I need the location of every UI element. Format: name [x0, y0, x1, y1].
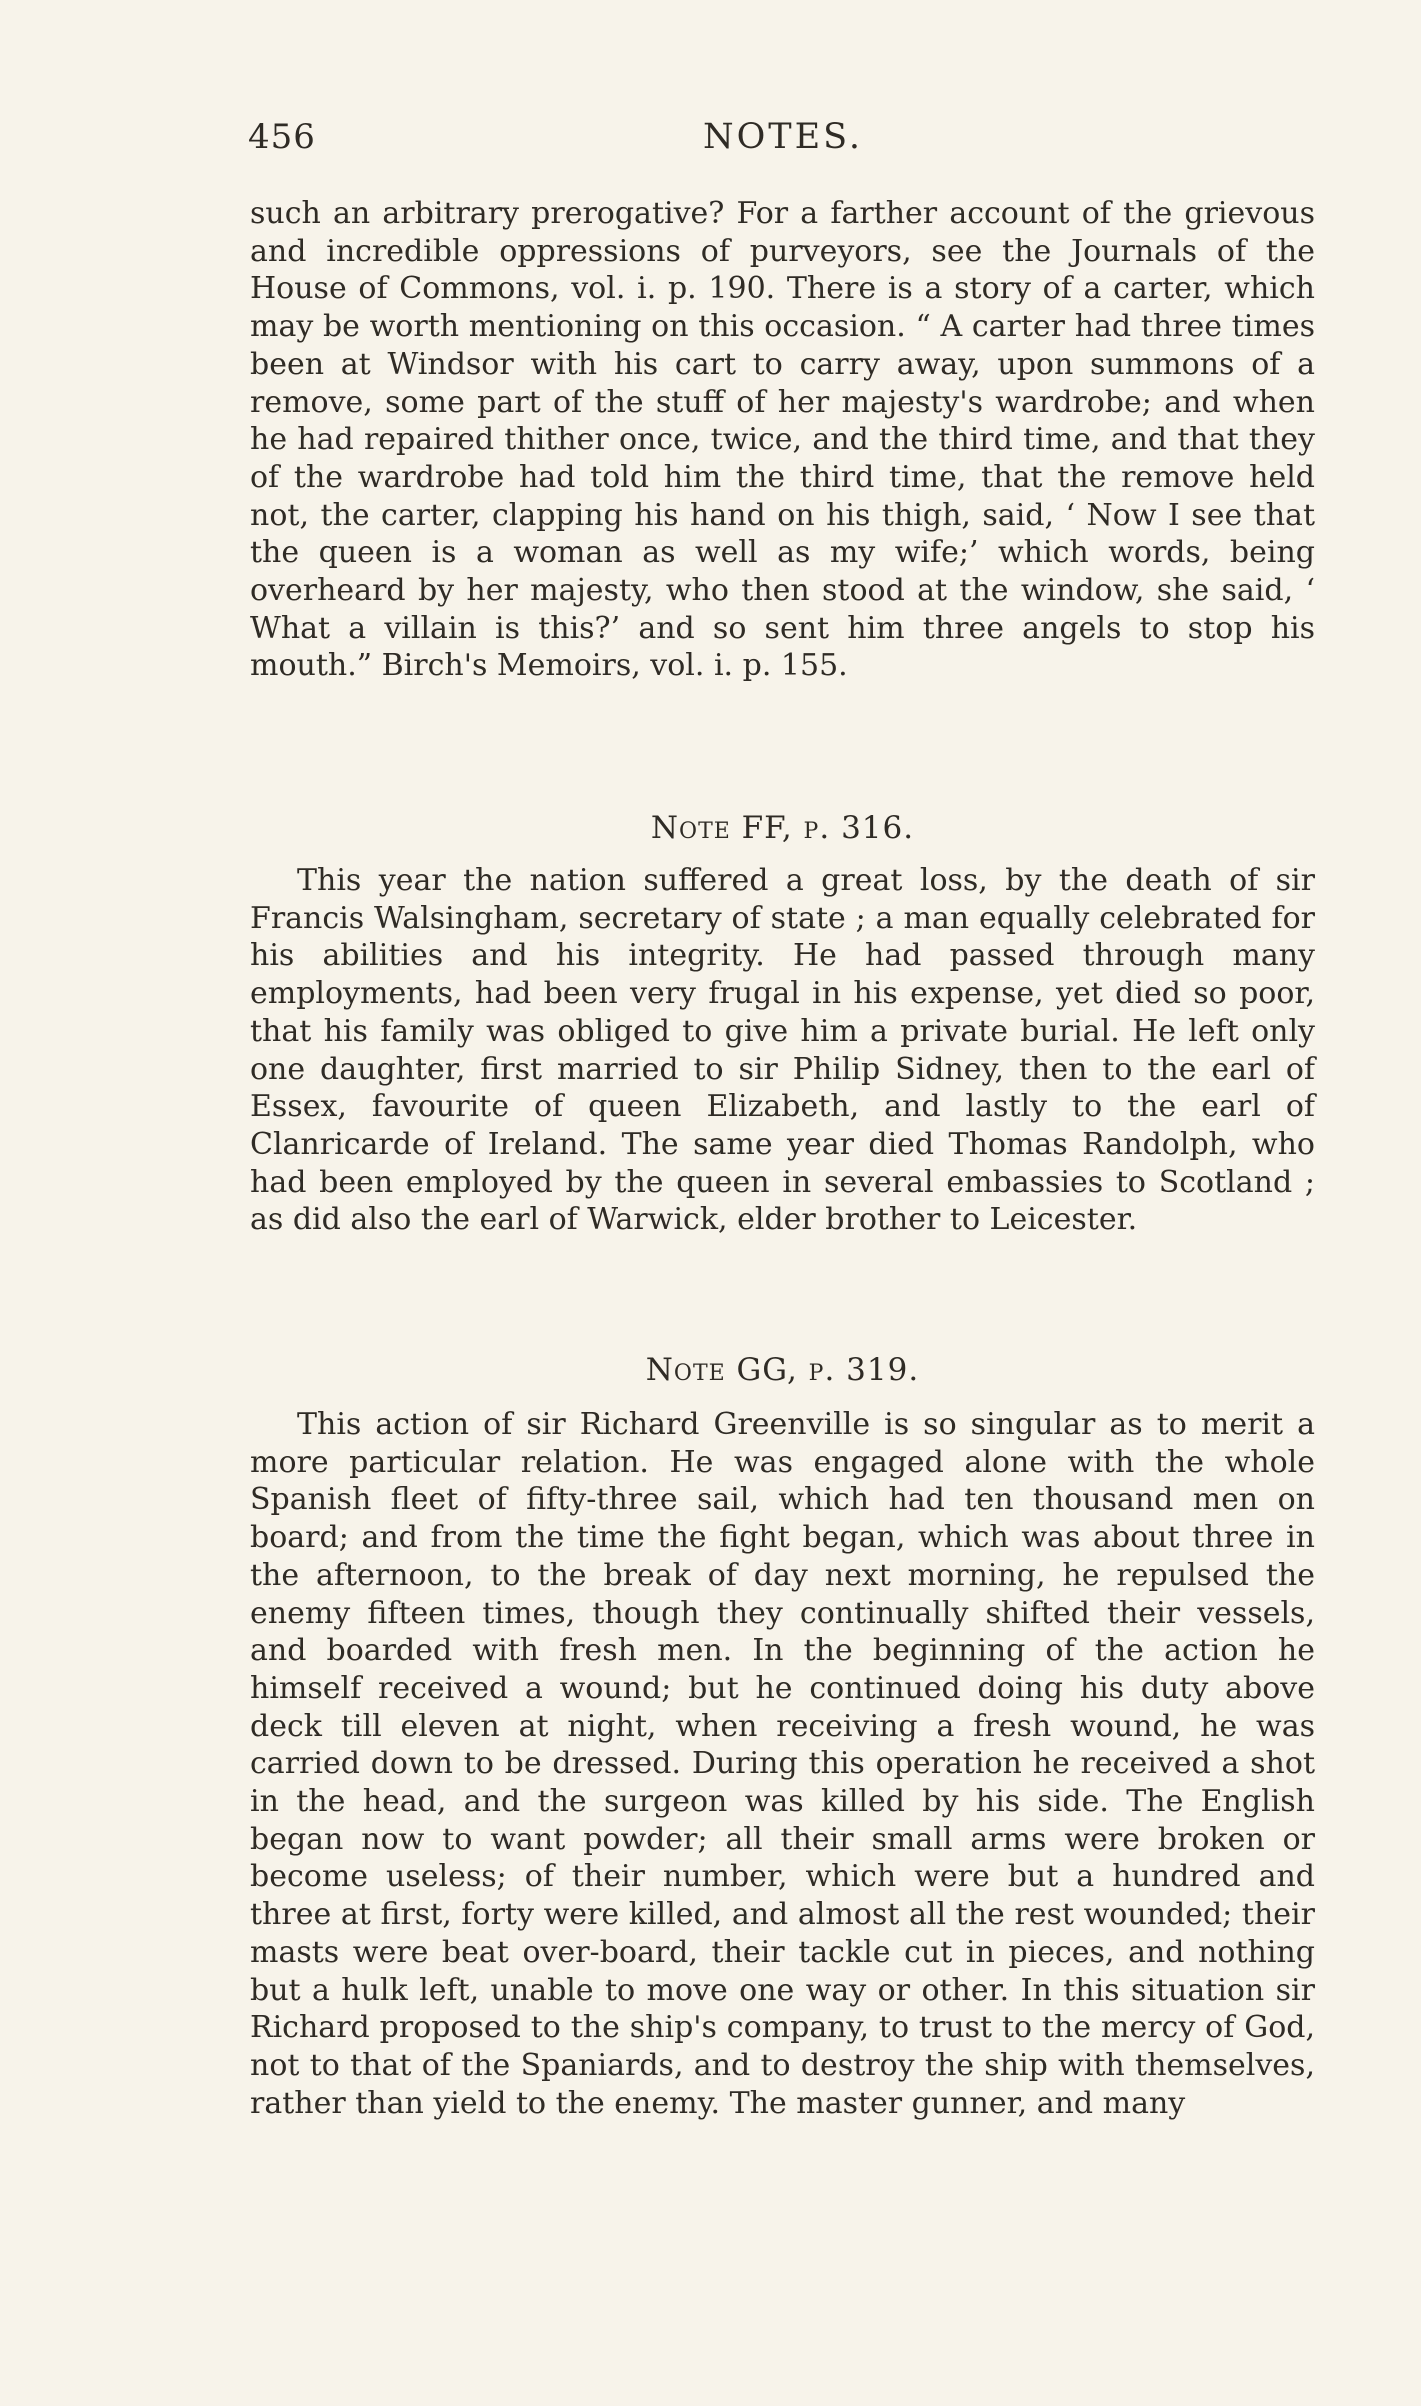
note-ff-heading: Note FF, p. 316.	[650, 810, 915, 846]
page-header	[248, 112, 1318, 162]
page-number: 456	[248, 117, 316, 157]
note-ff-paragraph: This year the nation suffered a great loss, by the death of sir Francis Walsingham, secretary of state ; a man equally celebrated for his abilities and his integrity. He had passed through many employments, had been very frugal in his expense, yet died so poor, that his family was obliged to give him a private burial. He left only one daughter, first married to sir Philip Sidney, then to the earl of Essex, favourite of queen Elizabeth, and lastly to the earl of Clanricarde of Ireland. The same year died Thomas Randolph, who had been employed by the queen in several embassies to Scotland ; as did also the earl of Warwick, elder brother to Leicester.	[250, 863, 1315, 1238]
continuation-paragraph: such an arbitrary prerogative? For a farther account of the grievous and incredible oppressions of purveyors, see the Journals of the House of Commons, vol. i. p. 190. There is a story of a carter, which may be worth mentioning on this occasion. “ A carter had three times been at Windsor with his cart to carry away, upon summons of a remove, some part of the stuff of her majesty's wardrobe; and when he had repaired thither once, twice, and the third time, and that they of the wardrobe had told him the third time, that the remove held not, the carter, clapping his hand on his thigh, said, ‘ Now I see that the queen is a woman as well as my wife;’ which words, being overheard by her majesty, who then stood at the window, she said, ‘ What a villain is this?’ and so sent him three angels to stop his mouth.” Birch's Memoirs, vol. i. p. 155.	[250, 196, 1315, 684]
note-gg-paragraph: This action of sir Richard Greenville is so singular as to merit a more particular relation. He was engaged alone with the whole Spanish fleet of fifty-three sail, which had ten thousand men on board; and from the time the fight began, which was about three in the afternoon, to the break of day next morning, he repulsed the enemy fifteen times, though they continually shifted their vessels, and boarded with fresh men. In the beginning of the action he himself received a wound; but he continued doing his duty above deck till eleven at night, when receiving a fresh wound, he was carried down to be dressed. During this operation he received a shot in the head, and the surgeon was killed by his side. The English began now to want powder; all their small arms were broken or become useless; of their number, which were but a hundred and three at first, forty were killed, and almost all the rest wounded; their masts were beat over-board, their tackle cut in pieces, and nothing but a hulk left, unable to move one way or other. In this situation sir Richard proposed to the ship's company, to trust to the mercy of God, not to that of the Spaniards, and to destroy the ship with themselves, rather than yield to the enemy. The master gunner, and many	[250, 1407, 1315, 2121]
continuation-paragraph-block	[250, 195, 1315, 685]
running-head: NOTES.	[702, 117, 864, 157]
note-gg-heading: Note GG, p. 319.	[645, 1352, 920, 1388]
note-gg-block	[250, 1406, 1315, 2122]
note-ff-block	[250, 862, 1315, 1239]
